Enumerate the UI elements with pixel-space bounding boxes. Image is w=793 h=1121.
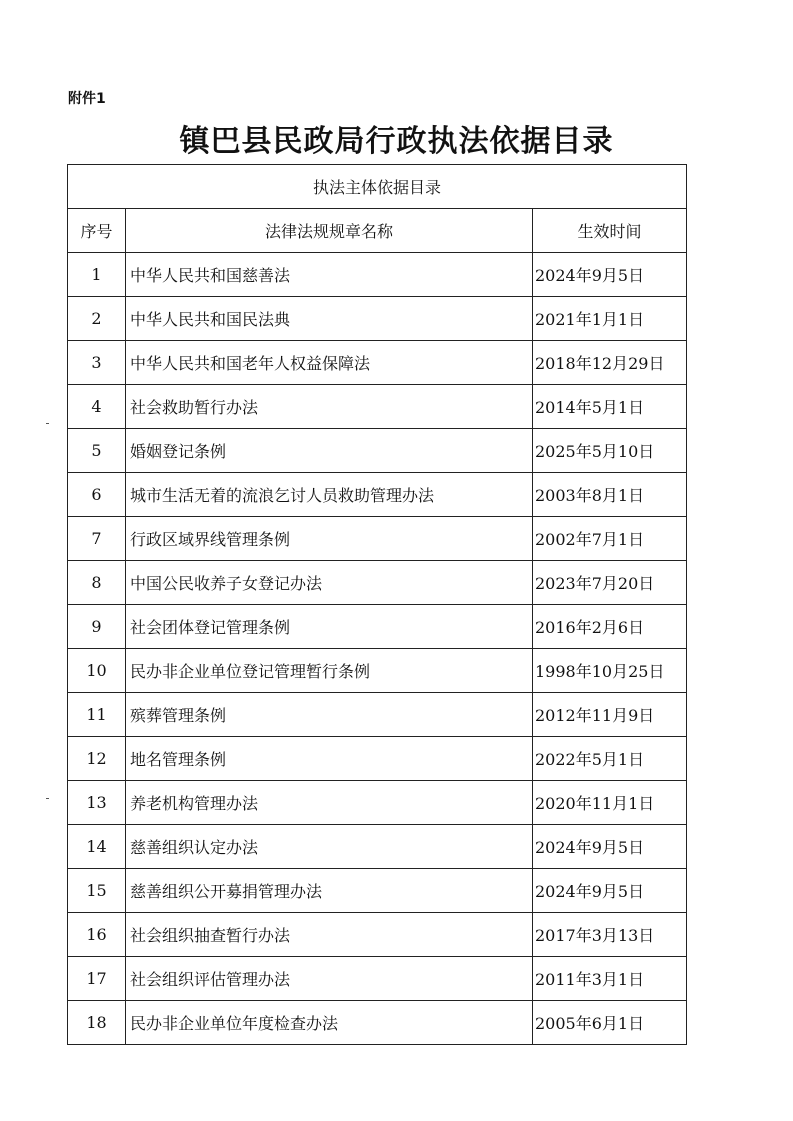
row-number: 15 bbox=[68, 869, 126, 913]
table-row bbox=[68, 561, 687, 605]
row-law-name: 慈善组织公开募捐管理办法 bbox=[126, 869, 533, 913]
row-effective-date: 2021年1月1日 bbox=[533, 297, 687, 341]
row-number: 1 bbox=[68, 253, 126, 297]
row-law-name: 中华人民共和国老年人权益保障法 bbox=[126, 341, 533, 385]
table-row bbox=[68, 781, 687, 825]
row-law-name: 民办非企业单位年度检查办法 bbox=[126, 1001, 533, 1045]
row-effective-date: 2023年7月20日 bbox=[533, 561, 687, 605]
row-effective-date: 2024年9月5日 bbox=[533, 253, 687, 297]
table-row bbox=[68, 297, 687, 341]
row-effective-date: 2024年9月5日 bbox=[533, 869, 687, 913]
row-effective-date: 2022年5月1日 bbox=[533, 737, 687, 781]
row-law-name: 婚姻登记条例 bbox=[126, 429, 533, 473]
row-effective-date: 2025年5月10日 bbox=[533, 429, 687, 473]
column-header-name: 法律法规规章名称 bbox=[126, 209, 533, 253]
table-row bbox=[68, 1001, 687, 1045]
column-header-date: 生效时间 bbox=[533, 209, 687, 253]
table-row bbox=[68, 913, 687, 957]
table-row bbox=[68, 693, 687, 737]
legal-basis-table bbox=[67, 164, 687, 1045]
row-number: 16 bbox=[68, 913, 126, 957]
table-row bbox=[68, 649, 687, 693]
table-row bbox=[68, 869, 687, 913]
table-row bbox=[68, 473, 687, 517]
row-number: 10 bbox=[68, 649, 126, 693]
row-number: 5 bbox=[68, 429, 126, 473]
row-effective-date: 1998年10月25日 bbox=[533, 649, 687, 693]
document-title: 镇巴县民政局行政执法依据目录 bbox=[179, 124, 614, 159]
row-law-name: 中华人民共和国慈善法 bbox=[126, 253, 533, 297]
row-number: 13 bbox=[68, 781, 126, 825]
table-row bbox=[68, 957, 687, 1001]
row-law-name: 地名管理条例 bbox=[126, 737, 533, 781]
section-header: 执法主体依据目录 bbox=[68, 165, 687, 209]
column-header-row bbox=[68, 209, 687, 253]
column-header-no: 序号 bbox=[68, 209, 126, 253]
row-law-name: 社会组织评估管理办法 bbox=[126, 957, 533, 1001]
row-law-name: 慈善组织认定办法 bbox=[126, 825, 533, 869]
row-number: 3 bbox=[68, 341, 126, 385]
row-law-name: 中国公民收养子女登记办法 bbox=[126, 561, 533, 605]
row-law-name: 养老机构管理办法 bbox=[126, 781, 533, 825]
table-row bbox=[68, 605, 687, 649]
row-law-name: 行政区域界线管理条例 bbox=[126, 517, 533, 561]
row-effective-date: 2003年8月1日 bbox=[533, 473, 687, 517]
row-effective-date: 2014年5月1日 bbox=[533, 385, 687, 429]
row-number: 7 bbox=[68, 517, 126, 561]
row-effective-date: 2002年7月1日 bbox=[533, 517, 687, 561]
table-row bbox=[68, 517, 687, 561]
row-number: 4 bbox=[68, 385, 126, 429]
row-law-name: 社会救助暂行办法 bbox=[126, 385, 533, 429]
row-number: 17 bbox=[68, 957, 126, 1001]
row-law-name: 中华人民共和国民法典 bbox=[126, 297, 533, 341]
margin-mark bbox=[46, 423, 49, 424]
row-number: 6 bbox=[68, 473, 126, 517]
row-law-name: 社会团体登记管理条例 bbox=[126, 605, 533, 649]
margin-mark bbox=[46, 798, 49, 799]
row-law-name: 城市生活无着的流浪乞讨人员救助管理办法 bbox=[126, 473, 533, 517]
table-row bbox=[68, 825, 687, 869]
section-header-row bbox=[68, 165, 687, 209]
row-number: 12 bbox=[68, 737, 126, 781]
row-effective-date: 2005年6月1日 bbox=[533, 1001, 687, 1045]
row-number: 2 bbox=[68, 297, 126, 341]
row-number: 18 bbox=[68, 1001, 126, 1045]
attachment-label: 附件1 bbox=[68, 91, 106, 107]
row-effective-date: 2011年3月1日 bbox=[533, 957, 687, 1001]
table-row bbox=[68, 737, 687, 781]
row-law-name: 社会组织抽查暂行办法 bbox=[126, 913, 533, 957]
table-row bbox=[68, 429, 687, 473]
table-row bbox=[68, 385, 687, 429]
table-row bbox=[68, 341, 687, 385]
row-number: 11 bbox=[68, 693, 126, 737]
row-law-name: 殡葬管理条例 bbox=[126, 693, 533, 737]
row-number: 9 bbox=[68, 605, 126, 649]
row-effective-date: 2012年11月9日 bbox=[533, 693, 687, 737]
row-number: 8 bbox=[68, 561, 126, 605]
row-number: 14 bbox=[68, 825, 126, 869]
row-effective-date: 2024年9月5日 bbox=[533, 825, 687, 869]
row-law-name: 民办非企业单位登记管理暂行条例 bbox=[126, 649, 533, 693]
row-effective-date: 2016年2月6日 bbox=[533, 605, 687, 649]
table-row bbox=[68, 253, 687, 297]
row-effective-date: 2017年3月13日 bbox=[533, 913, 687, 957]
row-effective-date: 2018年12月29日 bbox=[533, 341, 687, 385]
row-effective-date: 2020年11月1日 bbox=[533, 781, 687, 825]
